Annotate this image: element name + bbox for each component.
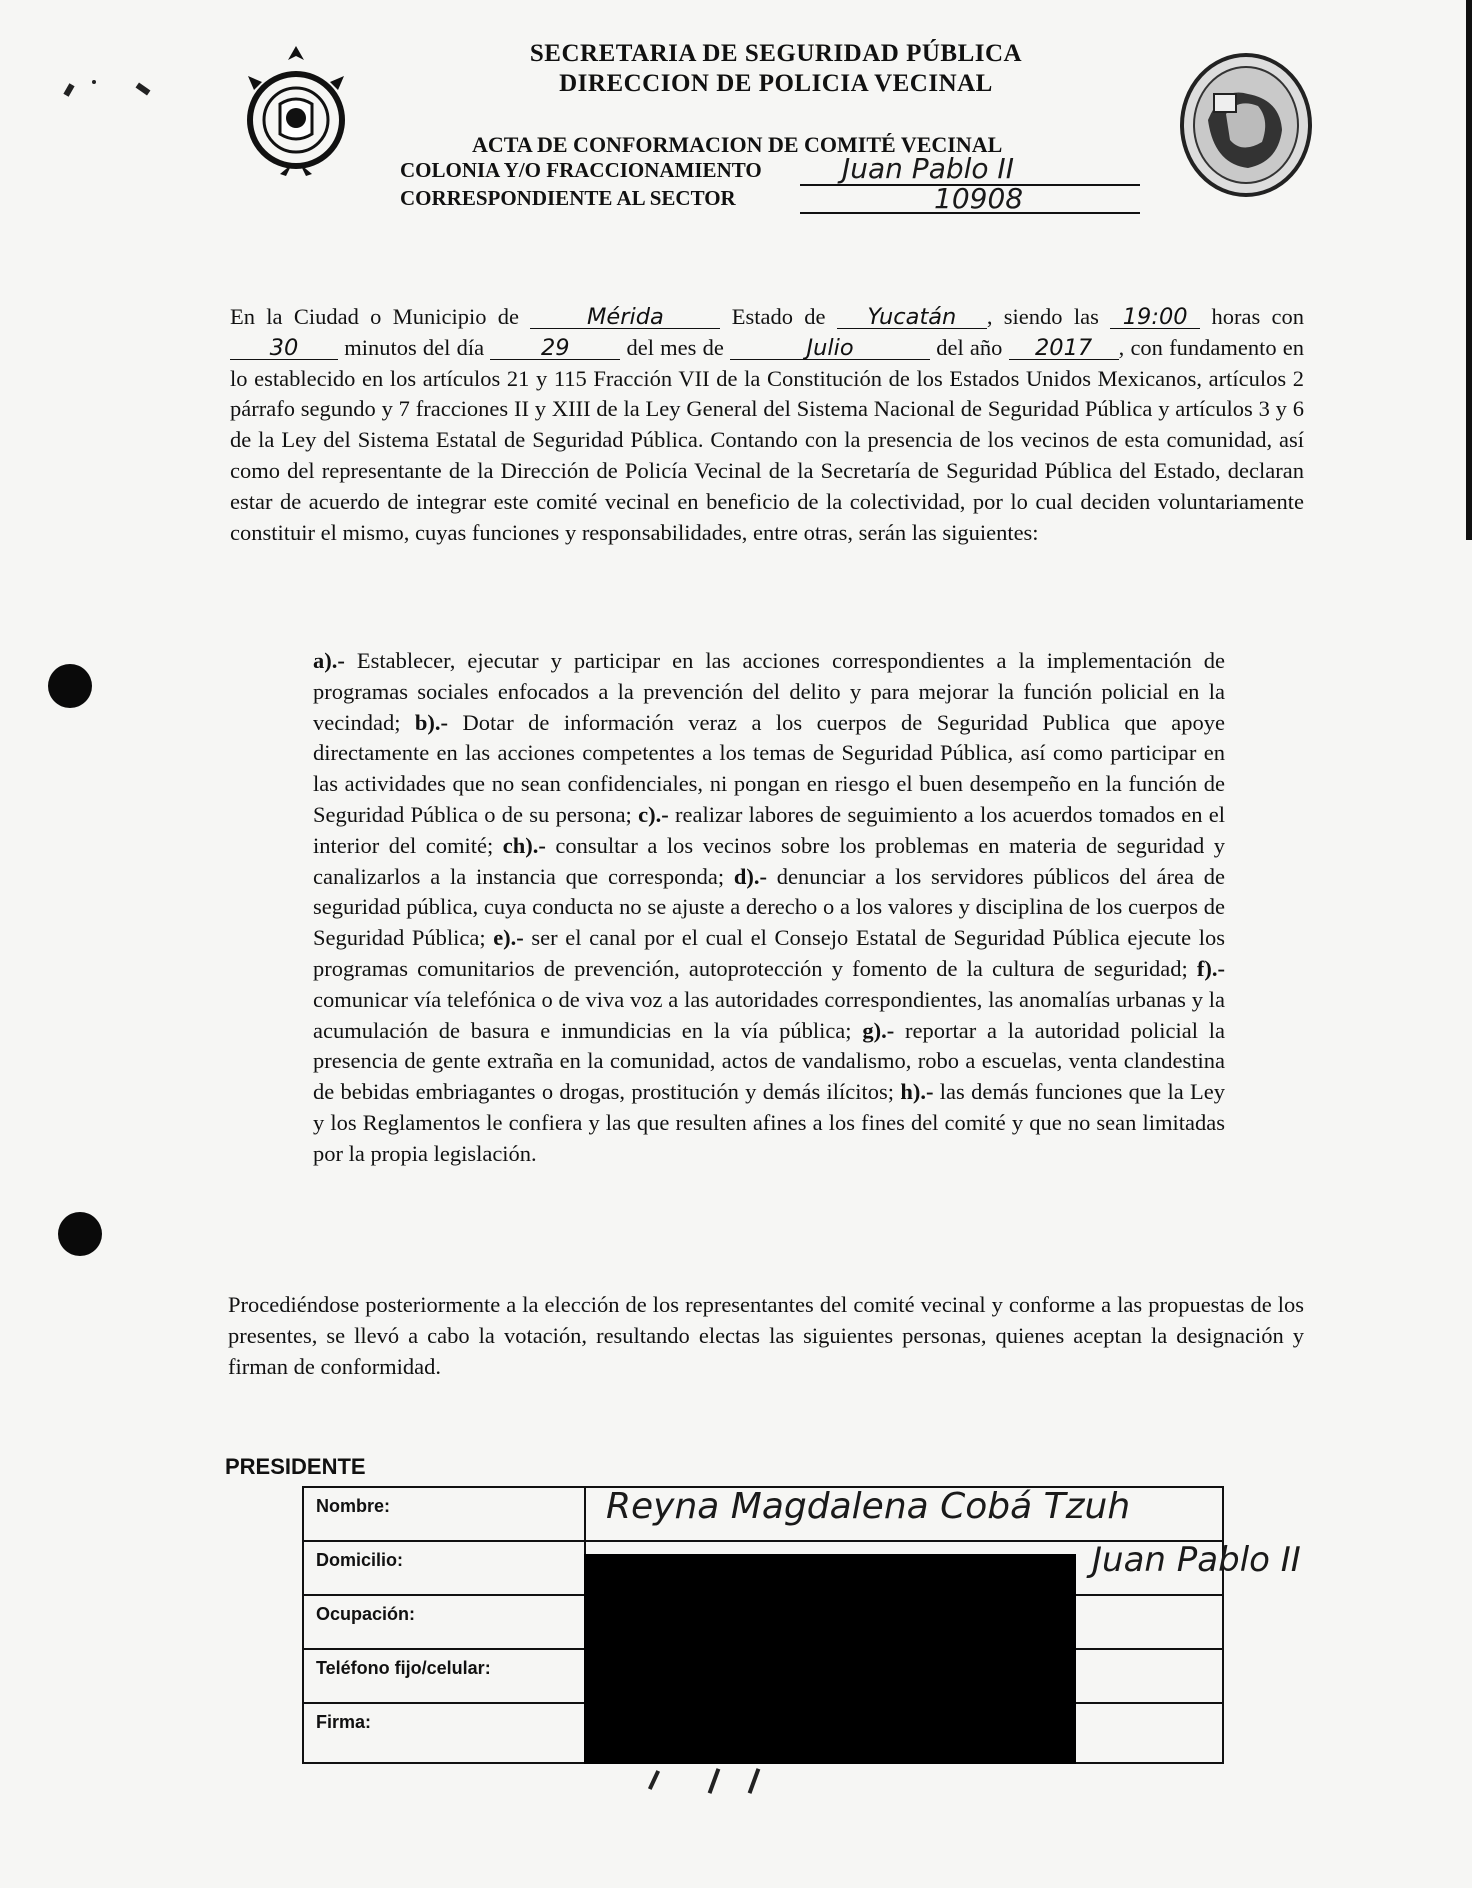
domicilio-label: Domicilio:: [316, 1550, 404, 1570]
intro-text: , con fundamento en lo establecido en los artículos 21 y 115 Fracción VII de la Constitución de los Estados Unidos Mexicanos, artículos 2 párrafo segundo y 7 fracciones II y XIII de la Ley General del Sistema Nacional de Seguridad Pública y artículos 3 y 6 de la Ley del Sistema Estatal de Seguridad Pública. Contando con la presencia de los vecinos de esta comunidad, así como del representante de la Dirección de Policía Vecinal de la Secretaría de Seguridad Pública del Estado, declaran estar de acuerdo de integrar este comité vecinal en beneficio de la colectividad, por lo cual deciden voluntariamente constituir el mismo, cuyas funciones y responsabilidades, entre otras, serán las siguientes:: [230, 334, 1305, 545]
intro-text: del mes de: [626, 334, 724, 360]
ocupacion-label: Ocupación:: [316, 1604, 416, 1624]
intro-text: , siendo las: [986, 304, 1099, 329]
pen-mark: [748, 1768, 761, 1794]
telefono-label: Teléfono fijo/celular:: [316, 1658, 491, 1678]
anio-field: 2017: [1009, 337, 1119, 360]
function-a-text: Establecer, ejecutar y participar en las acciones correspondientes a la implementación de programas sociales enfocados a la prevención del delito y para mejorar la función policial en la vecindad;: [313, 648, 1225, 735]
function-e-text: ser el canal por el cual el Consejo Estatal de Seguridad Pública ejecute los programas comunitarios de prevención, autoprotección y fomento de la cultura de seguridad;: [313, 925, 1225, 981]
function-ch-text: consultar a los vecinos sobre los problemas en materia de seguridad y canalizarlos a la instancia que corresponda;: [313, 832, 1225, 889]
intro-text: En la Ciudad o Municipio de: [230, 304, 520, 329]
presidente-title: PRESIDENTE: [225, 1454, 366, 1479]
functions-list: [313, 646, 1225, 1170]
act-title: ACTA DE CONFORMACION DE COMITÉ VECINAL: [472, 132, 1003, 157]
intro-paragraph: [230, 302, 1304, 548]
nombre-value: Reyna Magdalena Cobá Tzuh: [606, 1486, 1131, 1527]
minutos-field: 30: [230, 337, 338, 360]
function-h-label: h).-: [900, 1079, 934, 1105]
function-b-label: b).-: [414, 709, 449, 735]
function-g-label: g).-: [862, 1017, 895, 1043]
dia-field: 29: [490, 337, 620, 360]
domicilio-value: Juan Pablo II: [1092, 1540, 1301, 1580]
nombre-label: Nombre:: [316, 1496, 391, 1516]
function-d-text: denunciar a los servidores públicos del área de seguridad pública, cuya conducta no se ajuste a derecho o a los valores y disciplina de los cuerpos de Seguridad Pública;: [313, 863, 1225, 951]
function-f-text: comunicar vía telefónica o de viva voz a las autoridades correspondientes, las anomalías urbanas y la acumulación de basura e inmundicias en la vía pública;: [313, 986, 1225, 1043]
pen-mark: [708, 1768, 721, 1794]
punch-hole: [58, 1212, 102, 1256]
function-ch-label: ch).-: [502, 832, 546, 858]
function-a-label: a).-: [313, 648, 345, 673]
function-c-text: realizar labores de seguimiento a los acuerdos tomados en el interior del comité;: [313, 801, 1225, 858]
intro-text: del año: [936, 334, 1003, 360]
sector-label: CORRESPONDIENTE AL SECTOR: [400, 186, 736, 210]
function-b-text: Dotar de información veraz a los cuerpos de Seguridad Publica que apoye directamente en las acciones competentes a los temas de Seguridad Pública, así como participar en las actividades que no sean confidenciales, ni pongan en riesgo el buen desempeño en la función de Seguridad Pública o de su persona;: [313, 709, 1225, 827]
closing-paragraph: Procediéndose posteriormente a la elección de los representantes del comité vecinal y conforme a las propuestas de los presentes, se llevó a cabo la votación, resultando electas las siguientes personas, quienes aceptan la designación y firman de conformidad.: [228, 1292, 1304, 1379]
redaction-block: [584, 1554, 1076, 1764]
function-d-label: d).-: [733, 863, 768, 889]
pen-mark: [648, 1770, 660, 1790]
firma-label: Firma:: [316, 1712, 372, 1732]
function-f-label: f).-: [1196, 955, 1225, 981]
mes-field: Julio: [730, 337, 930, 360]
colonia-value: Juan Pablo II: [842, 152, 1014, 185]
org-name-line1: SECRETARIA DE SEGURIDAD PÚBLICA: [529, 40, 1023, 67]
function-g-text: reportar a la autoridad policial la presencia de gente extraña en la comunidad, actos de vandalismo, robo a escuelas, venta clandestina de bebidas embriagantes o drogas, prostitución y demás ilícitos;: [313, 1017, 1225, 1105]
colonia-label: COLONIA Y/O FRACCIONAMIENTO: [400, 158, 762, 182]
municipio-field: Mérida: [530, 306, 720, 329]
punch-hole: [48, 664, 92, 708]
intro-text: horas con: [1211, 304, 1305, 329]
hora-field: 19:00: [1110, 306, 1200, 329]
intro-text: minutos del día: [344, 334, 485, 360]
function-h-text: las demás funciones que la Ley y los Reglamentos le confiera y las que resulten afines a los fines del comité y que no sean limitadas por la propia legislación.: [313, 1079, 1225, 1166]
estado-field: Yucatán: [837, 306, 987, 329]
intro-text: Estado de: [731, 304, 826, 329]
function-c-label: c).-: [638, 801, 669, 827]
org-name-line2: DIRECCION DE POLICIA VECINAL: [559, 70, 993, 97]
sector-value: 10908: [934, 182, 1024, 215]
function-e-label: e).-: [493, 925, 524, 951]
